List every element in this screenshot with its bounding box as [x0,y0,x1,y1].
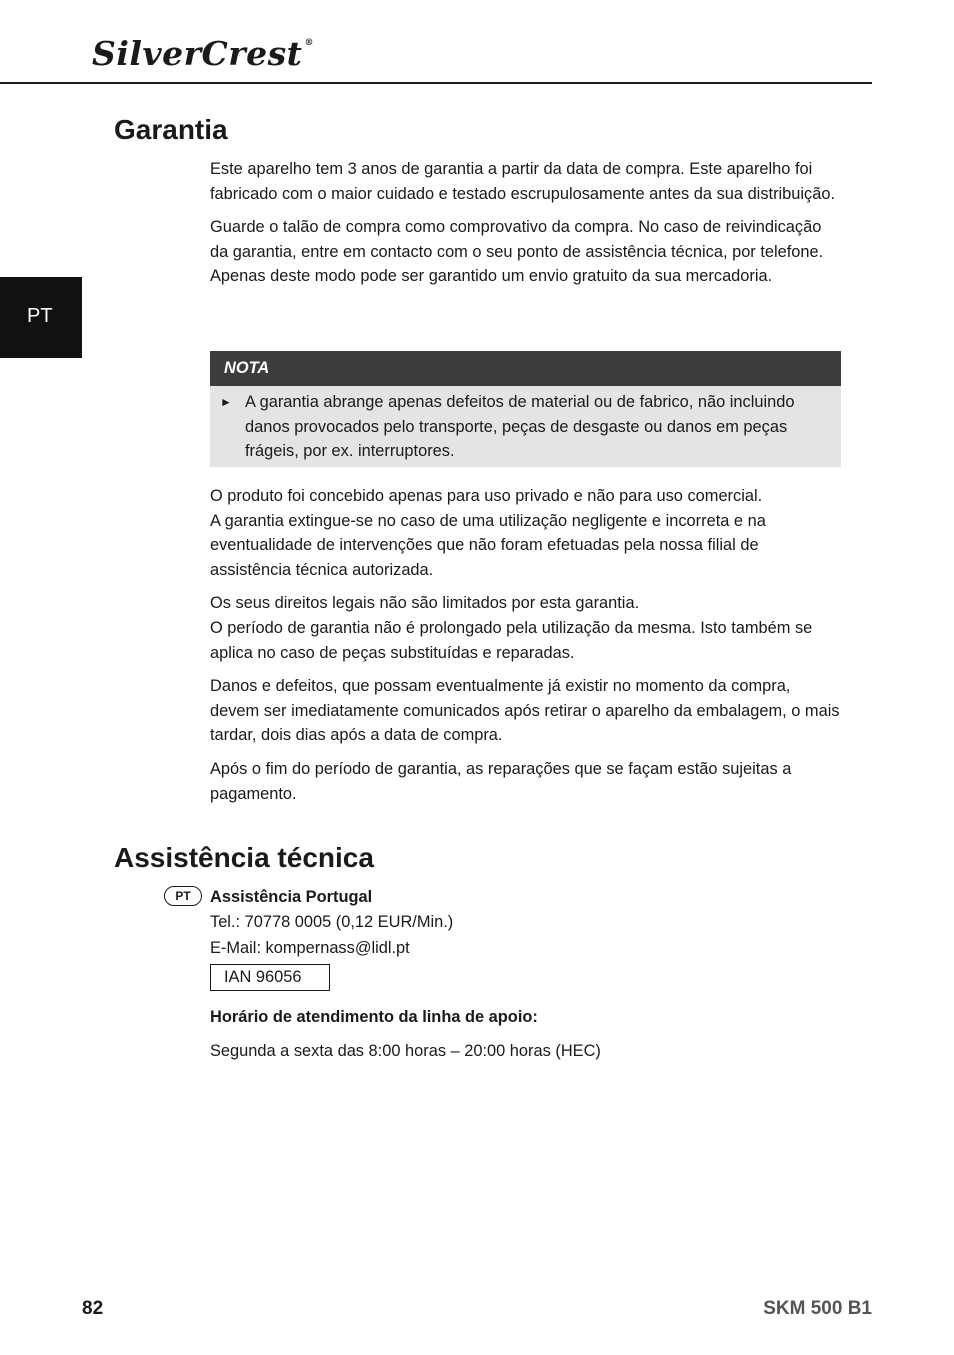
warranty-paragraph: Após o fim do período de garantia, as reparações que se façam estão sujeitas a pagamento. [210,759,792,803]
warranty-intro [210,157,842,289]
service-phone: Tel.: 70778 0005 (0,12 EUR/Min.) [210,912,454,931]
brand-logo [92,34,314,73]
service-email: E-Mail: kompernass@lidl.pt [210,939,410,958]
model-name: SKM 500 B1 [763,1298,872,1319]
warranty-paragraph: O período de garantia não é prolongado pela utilização da mesma. Isto também se aplica no caso de peças substituídas e reparadas. [210,618,813,662]
page-number: 82 [82,1298,104,1319]
note-text: A garantia abrange apenas defeitos de material ou de fabrico, não incluindo danos provocados pelo transporte, peças de desgaste ou danos em peças frágeis, por ex. interruptores. [245,393,795,461]
note-box [210,351,841,467]
country-badge: PT [164,886,202,906]
service-hours [210,1005,842,1063]
hours-label: Horário de atendimento da linha de apoio: [210,1008,538,1026]
warranty-paragraph: Os seus direitos legais não são limitados por esta garantia. [210,594,640,613]
note-label: NOTA [210,351,841,386]
warranty-paragraph: Danos e defeitos, que possam eventualmente já existir no momento da compra, devem ser imediatamente comunicados após retirar o aparelho da embalagem, o mais tardar, dois dias após a data de compra. [210,677,840,745]
warranty-paragraph: Guarde o talão de compra como comprovativo da compra. No caso de reivindicação da garantia, entre em contacto com o seu ponto de assistência técnica, por telefone. Apenas deste modo pode ser garantido um envio gratuito da sua mercadoria. [210,218,824,286]
warranty-paragraph: Este aparelho tem 3 anos de garantia a partir da data de compra. Este aparelho foi fabricado com o maior cuidado e testado escrupulosamente antes da sua distribuição. [210,160,836,203]
language-tab: PT [0,277,82,358]
warranty-paragraph: O produto foi concebido apenas para uso privado e não para uso comercial. [210,487,763,505]
warranty-details [210,484,842,806]
note-body [210,386,841,467]
hours-text: Segunda a sexta das 8:00 horas – 20:00 horas (HEC) [210,1041,601,1060]
service-name: Assistência Portugal [210,888,373,906]
brand-name: SilverCrest [92,34,303,73]
warranty-heading: Garantia [114,114,228,145]
ian-box: IAN 96056 [210,964,330,991]
service-contact [210,885,842,961]
header-divider [0,82,872,84]
service-heading: Assistência técnica [114,842,374,873]
warranty-paragraph: A garantia extingue-se no caso de uma utilização negligente e incorreta e na eventualidade de intervenções que não foram efetuadas pela nossa filial de assistência técnica autorizada. [210,511,766,579]
registered-mark: ® [304,38,314,48]
arrow-bullet-icon: ► [220,395,232,409]
